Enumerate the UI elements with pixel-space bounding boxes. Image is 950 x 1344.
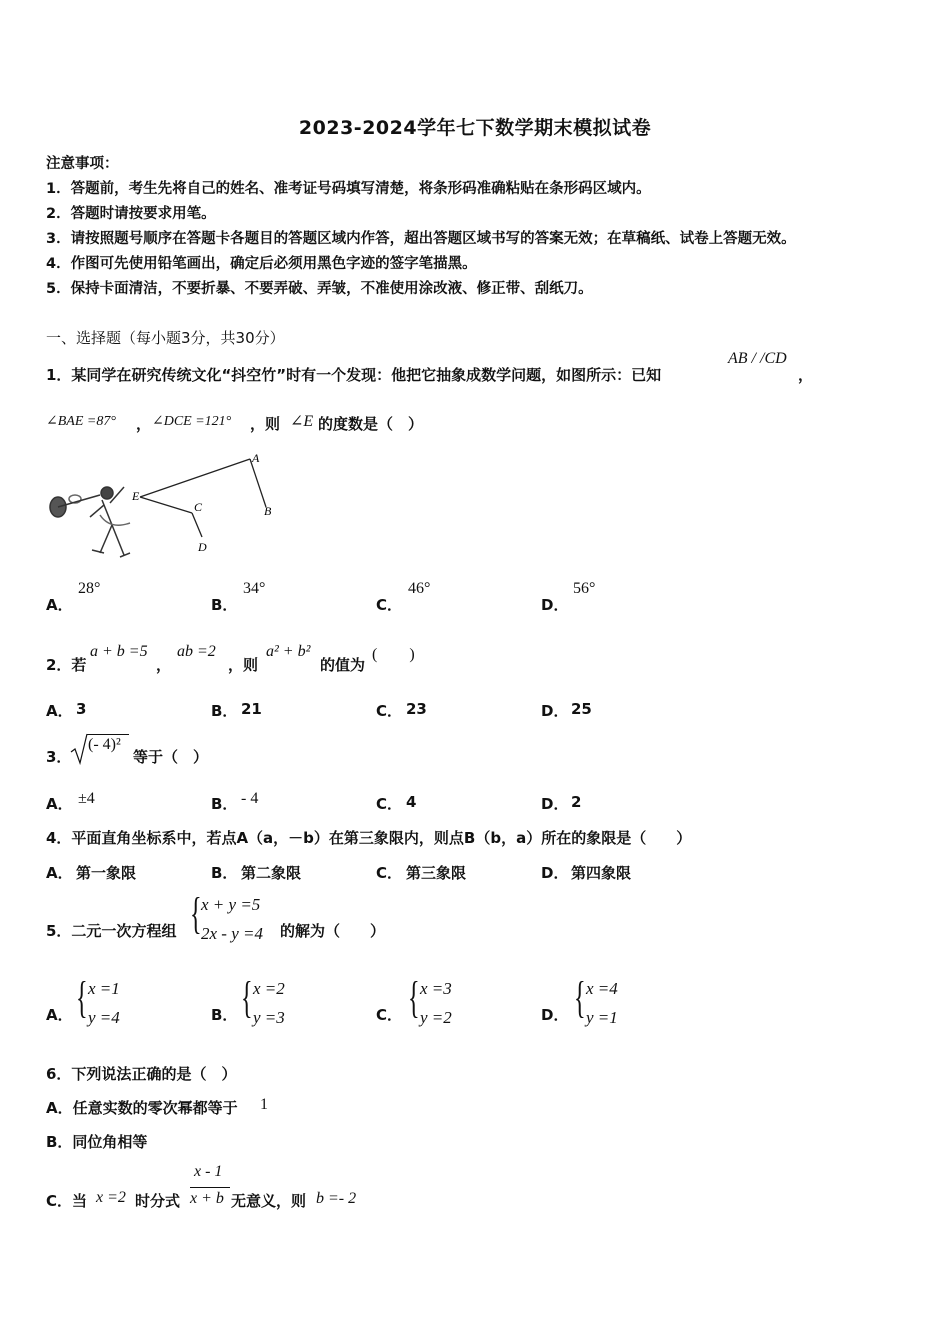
q1-option-b-value: 34° <box>243 580 266 597</box>
q1-text: 1．某同学在研究传统文化“抖空竹”时有一个发现：他把它抽象成数学问题，如图所示：已知 <box>46 366 662 384</box>
notice-item-1: 1．答题前，考生先将自己的姓名、准考证号码填写清楚，将条形码准确粘贴在条形码区域内。 <box>46 181 651 197</box>
q1-ask-var: ∠E <box>290 413 314 430</box>
q2-option-c-value: 23 <box>406 700 427 718</box>
q1-option-c-value: 46° <box>408 580 431 597</box>
q1-condition: AB / /CD <box>728 350 787 367</box>
notice-item-4: 4．作图可先使用铅笔画出，确定后必须用黑色字迹的签字笔描黑。 <box>46 256 477 272</box>
q4-option-b-value: 第二象限 <box>241 864 302 882</box>
q6-option-c-pre: C．当 <box>46 1192 88 1210</box>
sqrt-icon <box>70 732 88 766</box>
q1-ask-post: 的度数是（ ） <box>318 415 424 433</box>
q2-option-d-value: 25 <box>571 700 592 718</box>
fig-label-c: C <box>194 500 203 514</box>
q2-option-b-label: B． <box>211 702 238 720</box>
q3-pre: 3． <box>46 748 72 766</box>
q3-option-b-label: B． <box>211 795 238 813</box>
q5-option-c-label: C． <box>376 1006 403 1024</box>
q4-option-a-value: 第一象限 <box>76 864 137 882</box>
geometry-lines <box>140 459 266 537</box>
q5-option-d-brace: { <box>574 973 586 1022</box>
q1-option-c-label: C． <box>376 596 403 614</box>
q4-option-a-label: A． <box>46 864 73 882</box>
q5-brace: { <box>190 889 202 938</box>
q5-option-b-x: x =2 <box>253 979 285 998</box>
q5-option-c-brace: { <box>408 973 420 1022</box>
q2-expr: a² + b² <box>266 643 311 660</box>
q3-option-d-label: D． <box>541 795 569 813</box>
fraction-bar <box>190 1187 230 1188</box>
q1-option-a-label: A． <box>46 596 73 614</box>
q1-ask-pre: ，则 <box>250 415 281 433</box>
notice-item-3: 3．请按照题号顺序在答题卡各题目的答题区域内作答，超出答题区域书写的答案无效；在草稿纸、试卷上答题无效。 <box>46 231 796 247</box>
q6-option-c-post: 无意义，则 <box>231 1192 307 1210</box>
kongzhu-figure-illustration <box>50 487 130 557</box>
q5-pre: 5．二元一次方程组 <box>46 922 177 940</box>
q3-option-d-value: 2 <box>571 793 582 811</box>
q2-option-b-value: 21 <box>241 700 262 718</box>
q5-post: 的解为（ ） <box>280 922 386 940</box>
q2-option-a-value: 3 <box>76 700 87 718</box>
q4-text: 4．平面直角坐标系中，若点A（a，－b）在第三象限内，则点B（b，a）所在的象限是（ ） <box>46 829 692 847</box>
section-heading: 一、选择题（每小题3分，共30分） <box>46 329 285 347</box>
q3-option-a-label: A． <box>46 795 73 813</box>
q5-option-b-label: B． <box>211 1006 238 1024</box>
q3-option-c-value: 4 <box>406 793 417 811</box>
q3-option-c-label: C． <box>376 795 403 813</box>
q1-angle-dce: ∠DCE =121° <box>152 414 232 429</box>
notice-item-5: 5．保持卡面清洁，不要折暴、不要弄破、弄皱，不准使用涂改液、修正带、刮纸刀。 <box>46 281 593 297</box>
q5-option-a-x: x =1 <box>88 979 120 998</box>
q1-option-b-label: B． <box>211 596 238 614</box>
fraction-denominator: x + b <box>190 1190 224 1207</box>
q5-eq-line2: 2x - y =4 <box>201 924 263 943</box>
page-title: 2023-2024学年七下数学期末模拟试卷 <box>298 117 652 139</box>
q2-post: 的值为 <box>320 656 366 674</box>
q5-option-a-y: y =4 <box>88 1008 120 1027</box>
q2-option-c-label: C． <box>376 702 403 720</box>
q5-option-d-x: x =4 <box>586 979 618 998</box>
q6-option-c-cond: x =2 <box>96 1189 126 1206</box>
q3-post: 等于（ ） <box>133 748 209 766</box>
notice-heading: 注意事项： <box>46 156 119 172</box>
q5-option-a-label: A． <box>46 1006 73 1024</box>
notice-item-2: 2．答题时请按要求用笔。 <box>46 206 216 222</box>
q3-option-b-value: - 4 <box>241 790 259 807</box>
q1-angle-bae: ∠BAE =87° <box>46 414 116 429</box>
fraction-numerator: x - 1 <box>194 1163 223 1180</box>
q6-option-c-result: b =- 2 <box>316 1190 357 1207</box>
q1-option-d-value: 56° <box>573 580 596 597</box>
q6-text: 6．下列说法正确的是（ ） <box>46 1065 237 1083</box>
q4-option-d-label: D． <box>541 864 569 882</box>
q4-option-b-label: B． <box>211 864 238 882</box>
q2-pre: 2．若 <box>46 656 87 674</box>
q1-sep: ， <box>136 415 152 433</box>
q5-option-b-y: y =3 <box>253 1008 285 1027</box>
fig-label-b: B <box>264 504 272 518</box>
q5-option-d-y: y =1 <box>586 1008 618 1027</box>
q2-comma1: ， <box>156 656 172 674</box>
fig-label-a: A <box>252 451 260 465</box>
q4-option-c-label: C． <box>376 864 403 882</box>
q5-option-d-label: D． <box>541 1006 569 1024</box>
q6-option-c-mid: 时分式 <box>135 1192 181 1210</box>
q3-radicand: (- 4)² <box>88 736 121 753</box>
q2-option-d-label: D． <box>541 702 569 720</box>
q5-option-c-x: x =3 <box>420 979 452 998</box>
q6-option-a-value: 1 <box>260 1096 268 1113</box>
q5-option-b-brace: { <box>241 973 253 1022</box>
q5-eq-line1: x + y =5 <box>201 895 261 914</box>
q5-option-a-brace: { <box>76 973 88 1022</box>
q2-comma2: ，则 <box>228 656 259 674</box>
q1-option-a-value: 28° <box>78 580 101 597</box>
q2-eq2: ab =2 <box>177 643 216 660</box>
q2-option-a-label: A． <box>46 702 73 720</box>
q2-eq1: a + b =5 <box>90 643 148 660</box>
fig-label-d: D <box>198 540 207 554</box>
q6-option-b-text: B．同位角相等 <box>46 1133 148 1151</box>
q6-option-a-text: A．任意实数的零次幂都等于 <box>46 1099 238 1117</box>
fig-label-e: E <box>132 489 140 503</box>
q5-option-c-y: y =2 <box>420 1008 452 1027</box>
q4-option-c-value: 第三象限 <box>406 864 467 882</box>
q4-option-d-value: 第四象限 <box>571 864 632 882</box>
q3-option-a-value: ±4 <box>78 790 95 807</box>
q1-figure <box>40 445 290 565</box>
q1-comma: ， <box>798 366 814 384</box>
q1-option-d-label: D． <box>541 596 569 614</box>
q2-paren: ( ) <box>372 646 415 663</box>
